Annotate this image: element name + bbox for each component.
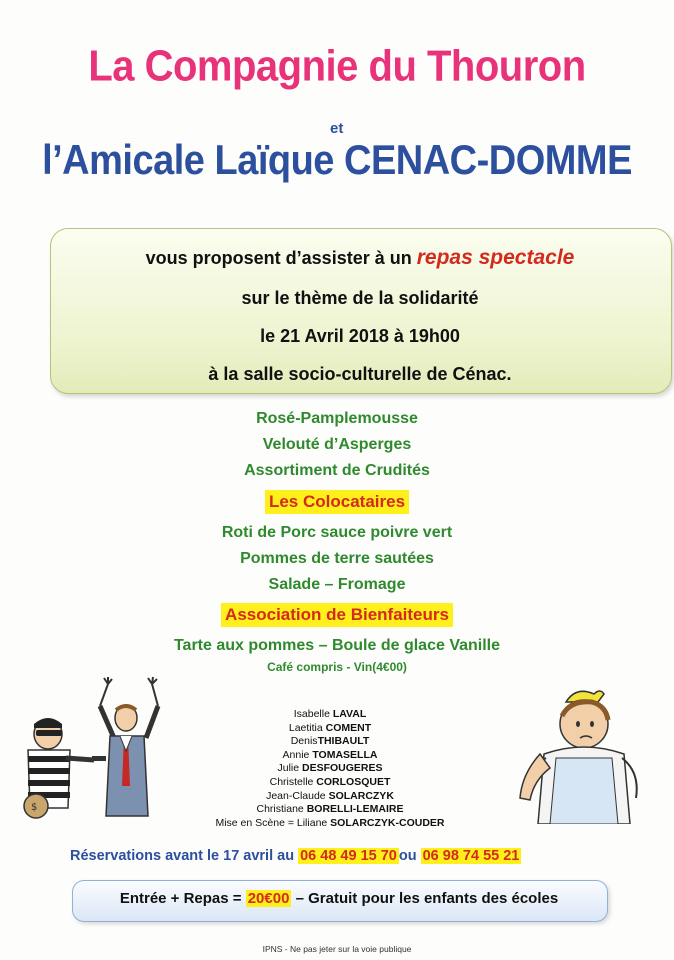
menu-starter-1: Rosé-Pamplemousse <box>256 410 418 427</box>
cast-list <box>210 708 450 830</box>
cast-first-name: Laetitia <box>288 721 326 734</box>
cast-member <box>210 790 450 804</box>
phone-number-2: 06 98 74 55 21 <box>422 848 520 864</box>
invitation-venue: à la salle socio-culturelle de Cénac. <box>208 364 512 384</box>
menu-dessert: Tarte aux pommes – Boule de glace Vanille <box>173 637 501 654</box>
cast-last-name: CORLOSQUET <box>316 775 391 788</box>
invitation-date: le 21 Avril 2018 à 19h00 <box>260 326 460 346</box>
cast-last-name: SOLARCZYK-COUDER <box>330 816 445 829</box>
cast-last-name: THIBAULT <box>317 735 370 748</box>
cast-member <box>210 803 450 817</box>
footer-note: IPNS - Ne pas jeter sur la voie publique <box>262 944 412 954</box>
menu-main-3: Salade – Fromage <box>268 576 406 593</box>
cast-member <box>210 776 450 790</box>
menu-starter-3: Assortiment de Crudités <box>244 462 430 479</box>
robber-victim-illustration <box>8 676 183 826</box>
invitation-theme: sur le thème de la solidarité <box>241 288 479 308</box>
price-suffix: – Gratuit pour les enfants des écoles <box>291 890 559 907</box>
menu-main-1: Roti de Porc sauce poivre vert <box>221 524 453 541</box>
cast-last-name: LAVAL <box>332 708 367 720</box>
play-2-wrap <box>0 603 674 627</box>
reservations-connector: ou <box>398 848 421 864</box>
title-amicale: l’Amicale Laïque CENAC-DOMME <box>42 137 632 185</box>
menu-coffee: Café compris - Vin(4€00) <box>267 660 407 674</box>
intro-highlight: repas spectacle <box>416 246 575 269</box>
menu-main-2: Pommes de terre sautées <box>240 550 434 567</box>
cast-last-name: BORELLI-LEMAIRE <box>306 803 404 816</box>
cast-first-name: Denis <box>290 735 318 748</box>
cast-first-name: Julie <box>277 762 302 775</box>
price-amount: 20€00 <box>247 890 290 907</box>
cast-last-name: TOMASELLA <box>312 748 378 761</box>
svg-text:$: $ <box>31 802 38 813</box>
cast-member <box>210 722 450 736</box>
cast-last-name: SOLARCZYK <box>328 789 394 802</box>
play-1-wrap <box>0 490 674 514</box>
cast-member <box>210 817 450 831</box>
menu-starter-2: Velouté d’Asperges <box>262 436 412 453</box>
reservations-line <box>70 848 670 864</box>
cast-first-name: Annie <box>282 748 313 761</box>
play-1-title: Les Colocataires <box>265 490 409 514</box>
cast-member <box>210 749 450 763</box>
cast-last-name: DESFOUGERES <box>302 762 383 775</box>
phone-number-1: 06 48 49 15 70 <box>300 848 397 864</box>
cast-last-name: COMENT <box>325 721 372 734</box>
woman-apron-illustration <box>500 684 650 824</box>
intro-text: vous proposent d’assister à un <box>145 248 417 268</box>
cast-member <box>210 708 450 722</box>
cast-first-name: Christiane <box>256 803 307 816</box>
cast-member <box>210 735 450 749</box>
cast-first-name: Isabelle <box>293 708 333 720</box>
cast-first-name: Christelle <box>269 775 317 788</box>
cast-member <box>210 762 450 776</box>
invitation-intro <box>50 246 670 270</box>
price-prefix: Entrée + Repas = <box>119 890 246 907</box>
title-conjunction: et <box>330 120 344 137</box>
play-2-title: Association de Bienfaiteurs <box>221 603 453 627</box>
cast-first-name: Jean-Claude <box>266 789 329 802</box>
cast-first-name: Mise en Scène = Liliane <box>215 816 331 829</box>
reservations-text: Réservations avant le 17 avril au <box>70 848 299 864</box>
title-compagnie: La Compagnie du Thouron <box>88 41 586 91</box>
price-line <box>72 890 606 907</box>
